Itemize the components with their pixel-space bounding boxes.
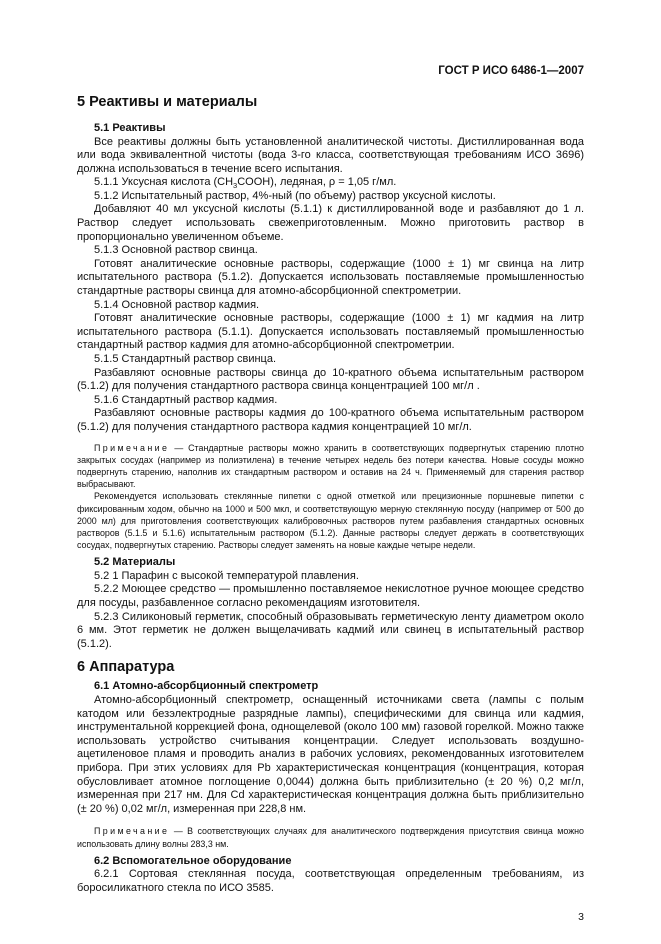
text: 5.1.1 Уксусная кислота (CH — [94, 176, 234, 189]
paragraph: 6.2.1 Сортовая стеклянная посуда, соответствующая определенным требованиям, из боросиликатного стекла по ИСО 3585. — [77, 868, 584, 894]
paragraph: Готовят аналитические основные растворы, содержащие (1000 ± 1) мг свинца на литр испытательного раствора (5.1.2). Допускается использовать поставляемые промышленностью стандартные растворы свинца для атомно-абсорбционной спектрометрии. — [77, 257, 584, 298]
paragraph: 5.1.6 Стандартный раствор кадмия. — [94, 393, 278, 406]
paragraph: 5.2 1 Парафин с высокой температурой плавления. — [94, 569, 359, 582]
document-page — [77, 0, 584, 944]
paragraph: 5.2.2 Моющее средство — промышленно поставляемое некислотное ручное моющее средство для посуды, разбавленное согласно рекомендациям изготовителя. — [77, 583, 584, 610]
paragraph: 5.1.4 Основной раствор кадмия. — [94, 298, 260, 311]
subscript: 3 — [233, 181, 238, 191]
page-content — [77, 93, 584, 895]
note-block — [77, 442, 584, 552]
document-id-header: ГОСТ Р ИСО 6486-1—2007 — [438, 65, 584, 77]
paragraph: Атомно-абсорбционный спектрометр, оснащенный источниками света (лампы с полым катодом или безэлектродные разрядные лампы), специфическими для свинца или кадмия, инструментальной коррекцией фона, однощелевой (около 100 мм) газовой горелкой. Можно также использовать устройство считывания концентрации. Следует использовать воздушно-ацетиленовое пламя и проводить анализ в рабочих условиях, рекомендованных изготовителем прибора. При этих условиях для Pb характеристическая концентрация (концентрация, которая обусловливает атомное поглощение 0,0044) должна быть приблизительно (± 20 %) 0,2 мг/л, измеренная при 217 нм. Для Cd характеристическая концентрация должна быть приблизительно (± 20 %) 0,02 мг/л, измеренная при 228,8 нм. — [77, 693, 584, 815]
section-6-2-heading: 6.2 Вспомогательное оборудование — [94, 854, 292, 867]
paragraph: Разбавляют основные растворы кадмия до 100-кратного объема испытательным раствором (5.1.2) для получения стандартного раствора кадмия концентрацией 10 мг/л. — [77, 407, 584, 433]
note-text: — Стандартные растворы можно хранить в соответствующих подвергнутых старению плотно закрытых сосудах (например из полиэтилена) в течение четырех недель без потери качества. Новые сосуды можно подвергнуть старению, наполнив их стандартным раствором и оставив на 24 ч. Применяемый для старения раствор выбрасывают. — [77, 442, 584, 490]
note-paragraph: Рекомендуется использовать стеклянные пипетки с одной отметкой или прецизионные поршневые пипетки с фиксированным ходом, обычно на 1000 и 500 мкл, и соответствующую мерную стеклянную посуду (например от 500 до 2000 мл) для приготовления соответствующих калибровочных растворов путем разбавления стандартных основных растворов (5.1.5 и 5.1.6) испытательным раствором (5.1.2). Данные растворы следует держать в соответствующих сосудах, подвергнутых старению. Растворы следует заменять на новые каждые четыре недели. — [77, 491, 584, 551]
note-text: — В соответствующих случаях для аналитического подтверждения присутствия свинца можно использовать длину волны 283,3 нм. — [77, 826, 584, 849]
section-6-heading: 6 Аппаратура — [77, 659, 175, 676]
section-5-2-heading: 5.2 Материалы — [94, 556, 176, 569]
paragraph: Добавляют 40 мл уксусной кислоты (5.1.1) к дистиллированной воде и разбавляют до 1 л. Раствор следует использовать свежеприготовленным. Можно приготовить раствор в пропорционально увеличенном объеме. — [77, 203, 584, 243]
paragraph: Все реактивы должны быть установленной аналитической чистоты. Дистиллированная вода или вода эквивалентной чистоты (вода 3-го класса, соответствующая требованиям ИСО 3696) должна использоваться в течение всего испытания. — [77, 135, 584, 175]
note-label: Примечание — [94, 442, 170, 453]
paragraph: 5.1.5 Стандартный раствор свинца. — [94, 353, 277, 365]
section-5-heading: 5 Реактивы и материалы — [77, 94, 258, 110]
paragraph: 5.1.2 Испытательный раствор, 4%-ный (по объему) раствор уксусной кислоты. — [94, 189, 496, 202]
note — [77, 825, 584, 849]
note-label: Примечание — [94, 826, 170, 837]
note-block — [77, 825, 584, 849]
paragraph: 5.2.3 Силиконовый герметик, способный образовывать герметическую ленту диаметром около 6 мм. Этот герметик не должен выщелачивать кадмий или свинец в испытательный раствор (5.1.2). — [77, 610, 584, 650]
paragraph: Готовят аналитические основные растворы, содержащие (1000 ± 1) мг кадмия на литр испытательного раствора (5.1.1). Допускается использовать поставляемый промышленностью стандартный раствор кадмия для атомно-абсорбционной спектрометрии. — [77, 312, 584, 352]
spacer — [77, 651, 584, 658]
page-number: 3 — [578, 911, 584, 924]
paragraph-5-1-1 — [77, 176, 584, 190]
section-6-1-heading: 6.1 Атомно-абсорбционный спектрометр — [94, 680, 319, 693]
note — [77, 442, 584, 491]
paragraph: Разбавляют основные растворы свинца до 10-кратного объема испытательным раствором (5.1.2) для получения стандартного раствора свинца концентрацией 100 мг/л . — [77, 366, 584, 393]
text: COOH), ледяная, ρ = 1,05 г/мл. — [237, 176, 397, 189]
section-5-1-heading: 5.1 Реактивы — [94, 122, 166, 134]
paragraph: 5.1.3 Основной раствор свинца. — [94, 244, 258, 257]
